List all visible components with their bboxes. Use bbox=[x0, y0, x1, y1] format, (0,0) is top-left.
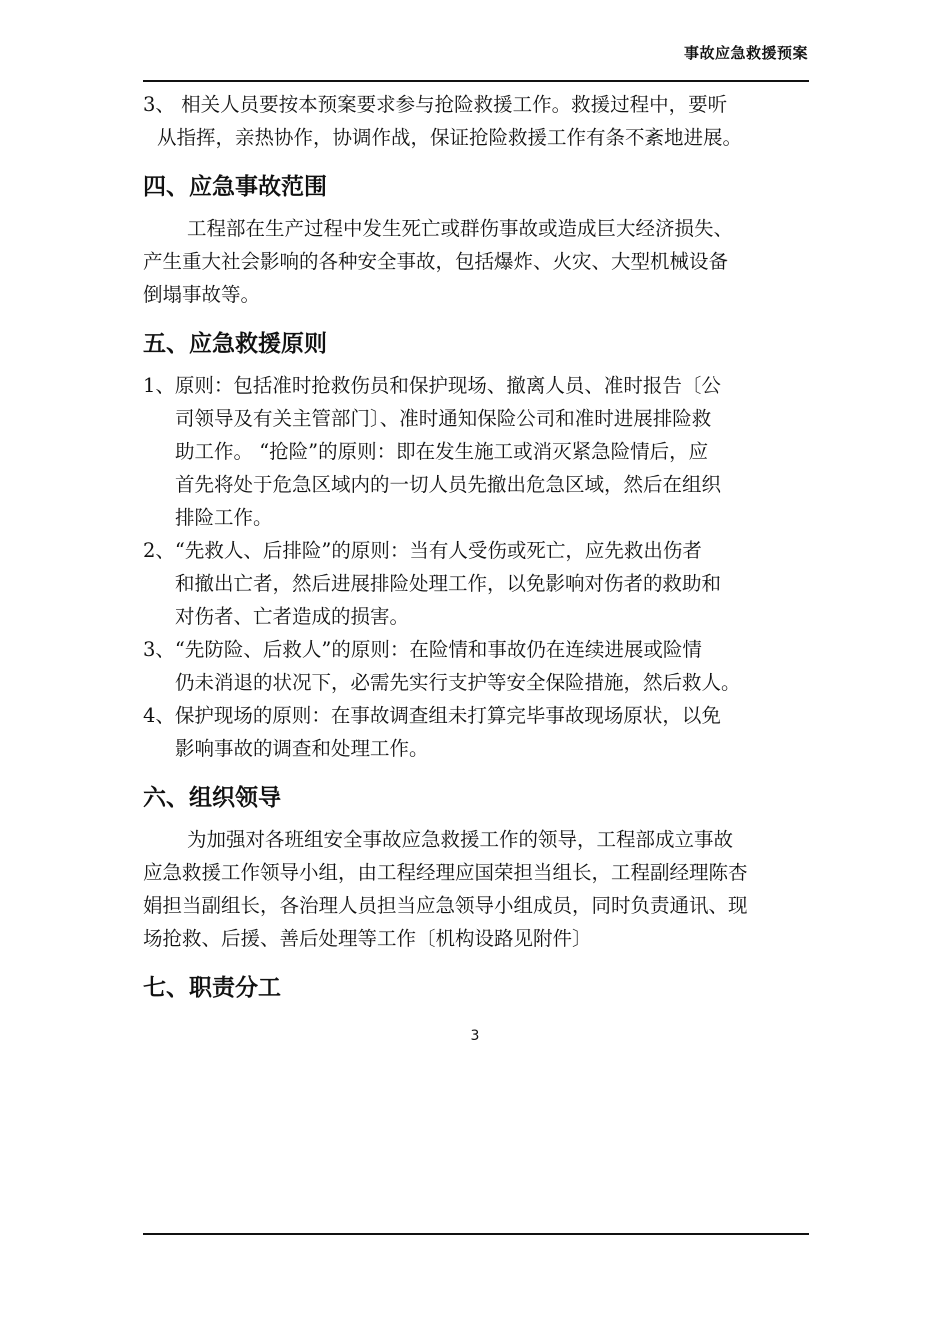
section-heading-principles: 五、应急救援原则 bbox=[143, 331, 327, 357]
list-item-line: 排险工作。 bbox=[175, 506, 273, 529]
section-heading-organization: 六、组织领导 bbox=[143, 785, 281, 811]
list-item-line: 助工作。 “抢险”的原则：即在发生施工或消灭紧急险情后，应 bbox=[175, 440, 709, 463]
paragraph-line: 场抢救、后援、善后处理等工作〔机构设路见附件〕 bbox=[143, 927, 592, 950]
section-heading-scope: 四、应急事故范围 bbox=[143, 174, 327, 200]
header-rule bbox=[143, 80, 809, 82]
paragraph-line: 为加强对各班组安全事故应急救援工作的领导，工程部成立事故 bbox=[187, 828, 734, 851]
section3-item-line: 3、 相关人员要按本预案要求参与抢险救援工作。救援过程中，要听 bbox=[143, 93, 728, 116]
page-number: 3 bbox=[470, 1028, 480, 1044]
list-item-line: 对伤者、亡者造成的损害。 bbox=[175, 605, 410, 628]
running-header-title: 事故应急救援预案 bbox=[683, 44, 808, 62]
list-item-line: 影响事故的调查和处理工作。 bbox=[175, 737, 429, 760]
document-body bbox=[143, 88, 815, 1013]
section-heading-responsibilities: 七、职责分工 bbox=[143, 975, 281, 1001]
list-item-line: 3、“先防险、后救人”的原则：在险情和事故仍在连续进展或险情 bbox=[143, 638, 702, 661]
list-item-line: 2、“先救人、后排险”的原则：当有人受伤或死亡，应先救出伤者 bbox=[143, 539, 702, 562]
paragraph-line: 产生重大社会影响的各种安全事故，包括爆炸、火灾、大型机械设备 bbox=[143, 250, 729, 273]
paragraph-line: 应急救援工作领导小组，由工程经理应国荣担当组长，工程副经理陈杏 bbox=[143, 861, 748, 884]
list-item-line: 4、保护现场的原则：在事故调查组未打算完毕事故现场原状，以免 bbox=[143, 704, 721, 727]
list-item-line: 司领导及有关主管部门〕、准时通知保险公司和准时进展排险救 bbox=[175, 407, 712, 430]
paragraph-line: 娟担当副组长，各治理人员担当应急领导小组成员，同时负责通讯、现 bbox=[143, 894, 748, 917]
footer-rule bbox=[143, 1233, 809, 1235]
paragraph-line: 倒塌事故等。 bbox=[143, 283, 261, 306]
list-item-line: 首先将处于危急区域内的一切人员先撤出危急区域，然后在组织 bbox=[175, 473, 722, 496]
list-item-line: 1、原则：包括准时抢救伤员和保护现场、撤离人员、准时报告〔公 bbox=[143, 374, 721, 397]
section3-item-line: 从指挥，亲热协作，协调作战，保证抢险救援工作有条不紊地进展。 bbox=[157, 126, 743, 149]
list-item-line: 仍未消退的状况下，必需先实行支护等安全保险措施，然后救人。 bbox=[175, 671, 741, 694]
paragraph-line: 工程部在生产过程中发生死亡或群伤事故或造成巨大经济损失、 bbox=[187, 217, 734, 240]
list-item-line: 和撤出亡者，然后进展排险处理工作，以免影响对伤者的救助和 bbox=[175, 572, 722, 595]
